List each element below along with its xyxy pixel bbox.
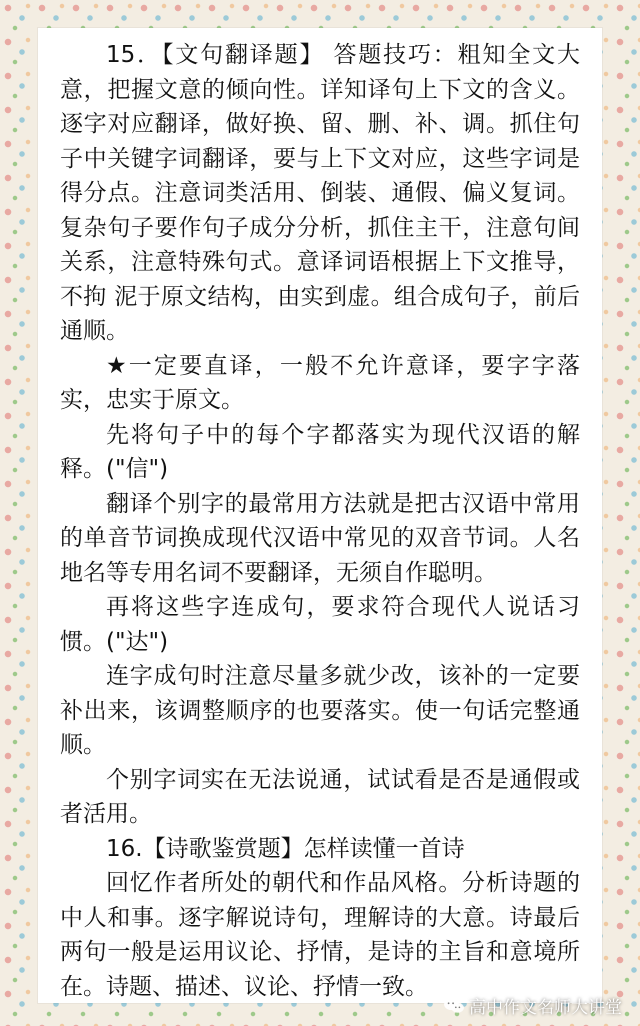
watermark-text: 高中作文名师大讲堂 [469, 998, 622, 1018]
article-body [60, 38, 580, 1004]
paragraph-q16-heading: 16.【诗歌鉴赏题】怎样读懂一首诗 [106, 835, 465, 862]
paragraph-q16-body: 回忆作者所处的朝代和作品风格。分析诗题的中人和事。逐字解说诗句，理解诗的大意。诗最后两句一般是运用议论、抒情，是诗的主旨和意境所在。诗题、描述、议论、抒情一致。 [60, 870, 580, 1000]
paragraph-xin: 先将句子中的每个字都落实为现代汉语的解释。("信") [60, 421, 580, 482]
watermark [443, 993, 622, 1018]
paragraph-literal-note: ★一定要直译，一般不允许意译，要字字落实，忠实于原文。 [60, 352, 580, 413]
paragraph-single-word: 翻译个别字的最常用方法就是把古汉语中常用的单音节词换成现代汉语中常见的双音节词。人名地名等专用名词不要翻译，无须自作聪明。 [60, 490, 580, 586]
paragraph-tongjia: 个别字词实在无法说通，试试看是否是通假或者活用。 [60, 766, 580, 827]
paragraph-complete: 连字成句时注意尽量多就少改，该补的一定要补出来，该调整顺序的也要落实。使一句话完整通顺。 [60, 663, 580, 758]
wechat-icon [443, 997, 465, 1015]
paragraph-da: 再将这些字连成句，要求符合现代人说话习惯。("达") [60, 594, 580, 655]
paragraph-q15: 15．【文句翻译题】 答题技巧：粗知全文大意，把握文意的倾向性。详知译句上下文的含义。逐字对应翻译，做好换、留、删、补、调。抓住句子中关键字词翻译，要与上下文对应，这些字词是得分点。注意词类活用、倒装、通假、偏义复词。复杂句子要作句子成分分析，抓住主干，注意句间关系，注意特殊句式。意译词语根据上下文推导，不拘 泥于原文结构，由实到虚。组合成句子，前后通顺。 [60, 42, 580, 344]
